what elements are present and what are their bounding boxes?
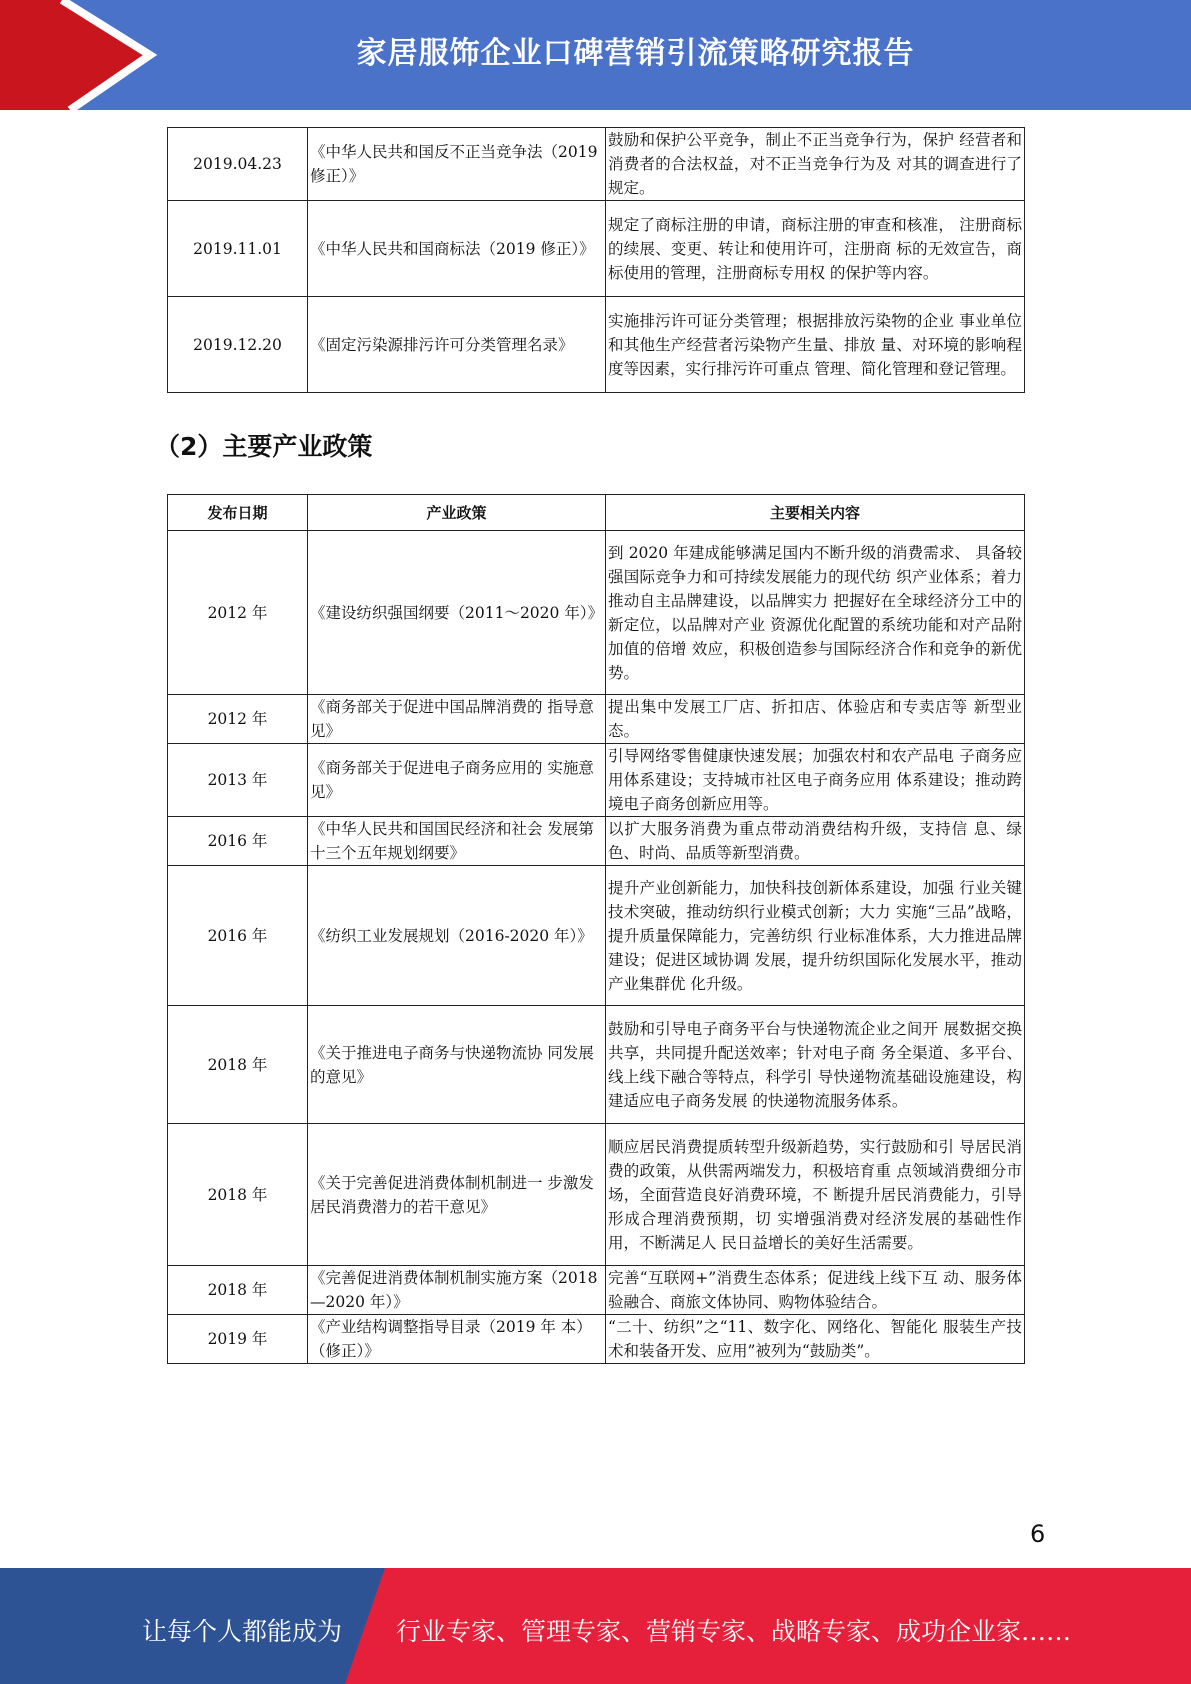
policy-cell: 《建设纺织强国纲要（2011～2020 年）》 xyxy=(308,531,606,695)
table-row xyxy=(168,531,1025,695)
policy-cell: 《中华人民共和国反不正当竞争法（2019 修正）》 xyxy=(308,128,606,201)
content-cell: 鼓励和保护公平竞争，制止不正当竞争行为，保护 经营者和消费者的合法权益，对不正当竞争行为及 对其的调查进行了规定。 xyxy=(606,128,1025,201)
section-title: （2）主要产业政策 xyxy=(155,432,373,461)
date-cell: 2019.12.20 xyxy=(168,297,308,393)
table-row xyxy=(168,1006,1025,1124)
page-number: 6 xyxy=(1030,1520,1046,1548)
law-table xyxy=(167,127,1025,393)
header-policy: 产业政策 xyxy=(308,495,606,531)
content-cell: 引导网络零售健康快速发展；加强农村和农产品电 子商务应用体系建设；支持城市社区电子商务应用 体系建设；推动跨境电子商务创新应用等。 xyxy=(606,744,1025,817)
table-row xyxy=(168,201,1025,297)
table-row xyxy=(168,695,1025,744)
table-row xyxy=(168,1266,1025,1315)
date-cell: 2018 年 xyxy=(168,1124,308,1266)
table-header-row xyxy=(168,495,1025,531)
header-date: 发布日期 xyxy=(168,495,308,531)
header-red-chevron xyxy=(0,0,160,110)
industry-policy-table xyxy=(167,494,1025,1364)
policy-cell: 《纺织工业发展规划（2016-2020 年）》 xyxy=(308,866,606,1006)
content-cell: “二十、纺织”之“11、数字化、网络化、智能化 服装生产技术和装备开发、应用”被列为“鼓励类”。 xyxy=(606,1315,1025,1364)
page-footer xyxy=(0,1568,1191,1684)
date-cell: 2019.11.01 xyxy=(168,201,308,297)
table-row xyxy=(168,128,1025,201)
policy-cell: 《商务部关于促进电子商务应用的 实施意见》 xyxy=(308,744,606,817)
policy-cell: 《商务部关于促进中国品牌消费的 指导意见》 xyxy=(308,695,606,744)
table-row xyxy=(168,1124,1025,1266)
header-content: 主要相关内容 xyxy=(606,495,1025,531)
policy-cell: 《关于完善促进消费体制机制进一 步激发居民消费潜力的若干意见》 xyxy=(308,1124,606,1266)
date-cell: 2018 年 xyxy=(168,1266,308,1315)
date-cell: 2012 年 xyxy=(168,695,308,744)
table-row xyxy=(168,866,1025,1006)
content-cell: 提出集中发展工厂店、折扣店、体验店和专卖店等 新型业态。 xyxy=(606,695,1025,744)
policy-cell: 《完善促进消费体制机制实施方案（2018—2020 年）》 xyxy=(308,1266,606,1315)
policy-cell: 《产业结构调整指导目录（2019 年 本）（修正）》 xyxy=(308,1315,606,1364)
date-cell: 2019 年 xyxy=(168,1315,308,1364)
date-cell: 2013 年 xyxy=(168,744,308,817)
date-cell: 2012 年 xyxy=(168,531,308,695)
table-row xyxy=(168,744,1025,817)
content-cell: 到 2020 年建成能够满足国内不断升级的消费需求、 具备较强国际竞争力和可持续发展能力的现代纺 织产业体系；着力推动自主品牌建设，以品牌实力 把握好在全球经济分工中的新定位，以品牌对产业 资源优化配置的系统功能和对产品附加值的倍增 效应，积极创造参与国际经济合作和竞争的新优 势。 xyxy=(606,531,1025,695)
content-cell: 实施排污许可证分类管理；根据排放污染物的企业 事业单位和其他生产经营者污染物产生量、排放 量、对环境的影响程度等因素，实行排污许可重点 管理、简化管理和登记管理。 xyxy=(606,297,1025,393)
content-cell: 完善“互联网+”消费生态体系；促进线上线下互 动、服务体验融合、商旅文体协同、购物体验结合。 xyxy=(606,1266,1025,1315)
table-row xyxy=(168,297,1025,393)
date-cell: 2016 年 xyxy=(168,817,308,866)
footer-slogan-right: 行业专家、管理专家、营销专家、战略专家、成功企业家…… xyxy=(396,1617,1072,1646)
policy-cell: 《中华人民共和国国民经济和社会 发展第十三个五年规划纲要》 xyxy=(308,817,606,866)
policy-cell: 《关于推进电子商务与快递物流协 同发展的意见》 xyxy=(308,1006,606,1124)
page-header xyxy=(0,0,1191,110)
table-row xyxy=(168,1315,1025,1364)
content-cell: 鼓励和引导电子商务平台与快递物流企业之间开 展数据交换共享，共同提升配送效率；针对电子商 务全渠道、多平台、线上线下融合等特点，科学引 导快递物流基础设施建设，构建适应电子商务发展 的快递物流服务体系。 xyxy=(606,1006,1025,1124)
policy-cell: 《固定污染源排污许可分类管理名录》 xyxy=(308,297,606,393)
content-cell: 顺应居民消费提质转型升级新趋势，实行鼓励和引 导居民消费的政策，从供需两端发力，积极培育重 点领域消费细分市场，全面营造良好消费环境，不 断提升居民消费能力，引导形成合理消费预期，切 实增强消费对经济发展的基础性作用，不断满足人 民日益增长的美好生活需要。 xyxy=(606,1124,1025,1266)
date-cell: 2019.04.23 xyxy=(168,128,308,201)
date-cell: 2016 年 xyxy=(168,866,308,1006)
date-cell: 2018 年 xyxy=(168,1006,308,1124)
content-cell: 规定了商标注册的申请，商标注册的审查和核准， 注册商标的续展、变更、转让和使用许可，注册商 标的无效宣告，商标使用的管理，注册商标专用权 的保护等内容。 xyxy=(606,201,1025,297)
footer-slogan-left: 让每个人都能成为 xyxy=(142,1617,343,1646)
content-cell: 提升产业创新能力，加快科技创新体系建设，加强 行业关键技术突破，推动纺织行业模式创新；大力 实施“三品”战略，提升质量保障能力，完善纺织 行业标准体系，大力推进品牌建设；促进区域协调 发展，提升纺织国际化发展水平，推动产业集群优 化升级。 xyxy=(606,866,1025,1006)
policy-cell: 《中华人民共和国商标法（2019 修正）》 xyxy=(308,201,606,297)
table-row xyxy=(168,817,1025,866)
report-title: 家居服饰企业口碑营销引流策略研究报告 xyxy=(356,36,915,71)
content-cell: 以扩大服务消费为重点带动消费结构升级，支持信 息、绿色、时尚、品质等新型消费。 xyxy=(606,817,1025,866)
